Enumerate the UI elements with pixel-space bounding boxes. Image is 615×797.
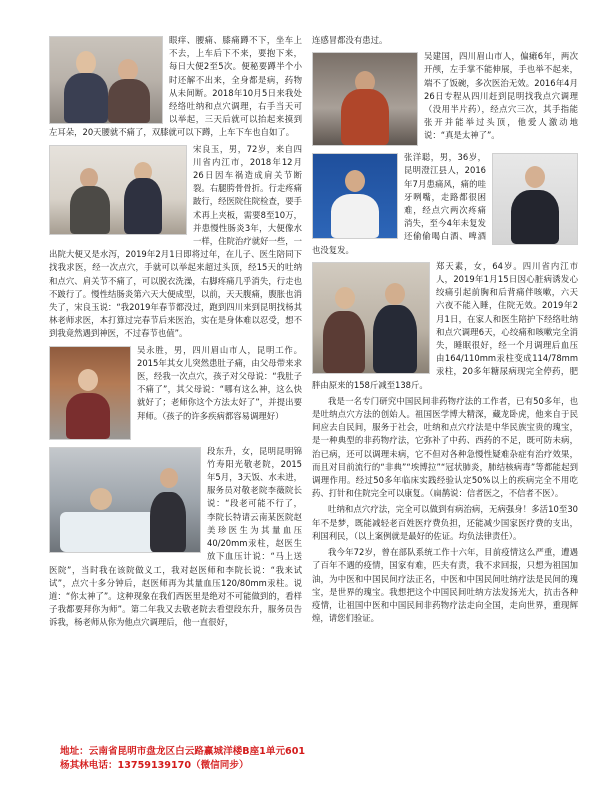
case-2-photo xyxy=(49,145,187,235)
case-1-end-paragraph xyxy=(312,34,578,47)
address-line: 地址：云南省昆明市盘龙区白云路赢城洋楼B座1单元601 xyxy=(60,746,306,757)
case-5-paragraph xyxy=(312,50,578,148)
case-2-text: 宋良玉，男，72岁，来自四川省内江市，2018年12月26日因车祸造成肩关节断裂。右腿胯骨骨折。行走疼痛跛行，经医院住院检查，要手术再上夹板，需要8至10万，并患慢性肠炎3年，大便像水一样，住院治疗就好一些，一出院大便又是水泻，2019年2月1日即将过年，在儿子、医生陪同下找我求医，经一次点穴，手就可以举起来超过头顶，经15天的吐纳和点穴、肩关节不痛了，可以脱衣洗澡，右脚疼痛几乎消失，行走也不跛行了。慢性结肠炎第六天大便成型，以前，天天腹痛，腹胀也消失了，宋良玉说：“我2019年春节都没过，跑到四川来到昆明找杨其林老师求医，本打算过完春节后来医治，实在是身体难以忍受，想不到我竟然遇到神医，不过春节也值”。 xyxy=(49,143,302,339)
case-4-text: 段东升，女，昆明昆明锦竹寿阳光敬老院，2015年5月，3天饭、水未进，服务员对敬老院李薇院长说：“段老可能不行了，李院长特请云南某医院赵美珍医生为其量血压40/20mm汞柱，赵医生放下血压计说：“马上送医院”，当时我在该院做义工，我对赵医师和李院长说：“我来试试”，点穴十多分钟后，赵医师再为其量血压120/80mm汞柱。说道：“你太神了”。这种现象在我们西医里是绝对不可能做到的，看样子我都要拜你为师”。第二年我又去敬老院去看望段东升，服务员告诉我，杨老师从你为他点穴调理后，他一直很好， xyxy=(49,445,302,628)
case-4-photo xyxy=(49,447,201,553)
case-5-photo xyxy=(312,52,418,146)
patient-figure xyxy=(70,186,110,234)
man-figure xyxy=(373,305,417,373)
case-3-text: 吴永胜，男，四川眉山市人，昆明工作。2015年其女儿突然患肚子痛，由父母带来求医，经我一次点穴，孩子对父母说：“我肚子不痛了”，其父母说：“哪有这么神，这么快就好了；老师你这个方法太好了”，并提出要拜师。（孩子的许多疾病都容易调理好） xyxy=(137,344,302,421)
man-figure xyxy=(331,194,379,238)
case-3-photo xyxy=(49,346,131,440)
woman-figure xyxy=(108,79,150,123)
case-7-paragraph xyxy=(312,260,578,392)
intro-paragraph xyxy=(312,395,578,501)
helper-head xyxy=(160,468,178,488)
case-7-text: 郑天素，女，64岁。四川省内江市人，2019年1月15日因心脏病诱发心绞痛引起前胸和后背痛伴咳嗽，六天六夜不能入睡，住院无效。2019年2月1日，在家人和医生陪护下经络吐纳和点穴调理6天，心绞痛和咳嗽完全消失，睡眠很好，经一个月调理后血压由164/110mm汞柱变成114/78mm汞柱，20多年糖尿病现完全停药，肥胖由原来的158斤减至138斤。 xyxy=(312,260,578,390)
case-5-text: 吴建国，四川眉山市人，偏瘫6年，两次开颅，左手掌不能伸展，手也举不起来，端不了饭碗，多次医治无效。2016年4月26日专程从四川赶到昆明找我点穴调理（没用半片药），经点穴三次，其手指能张开并能举过头顶，他爱人激动地说：“真是太神了”。 xyxy=(424,51,578,141)
case-3-paragraph xyxy=(49,344,302,442)
case-6-text: 张洋聪，男，36岁，昆明澄江县人，2016年7月患痛风，痛的哇牙咧嘴，走路都很困难，经点穴两次疼痛消失，至今4年未复发还偷偷喝白酒、啤酒也没复发。 xyxy=(312,152,486,255)
mission-text: 吐纳和点穴疗法，完全可以做到有病治病，无病强身！多活10至30年不是梦，既能减轻老百姓医疗费负担，还能减少国家医疗费的支出，利国利民，（以上案例就是最好的佐证。均负法律责任）。 xyxy=(312,504,578,541)
case-7-photo xyxy=(312,262,430,374)
woman-figure xyxy=(323,311,365,373)
closing-paragraph xyxy=(312,546,578,625)
intro-text: 我是一名专门研究中国民间非药物疗法的工作者，已有50多年，也是吐纳点穴方法的创始人。祖国医学博大精深，藏龙卧虎，他来自于民间应去自民间，服务于社会，吐纳和点穴疗法是中华民族宝贵的瑰宝，是一种典型的非药物疗法，它弥补了中药、西药的不足，既可防未病，治已病，还可以调理未病，它不但对各种急慢性疑难杂症有治疗效果，而且对目前流行的“非典”“埃博拉”“冠状肺炎，肺结核病毒”等都能起到调理作用。经过50多年临床实践经验认定50%以上的疾病完全不用吃药、打针和住院完全可以康复。（扁鹊说：信者医之，不信者不医）。 xyxy=(312,395,578,499)
man-head xyxy=(525,166,545,188)
man-head xyxy=(76,51,96,75)
woman-head xyxy=(335,287,355,309)
case-1-photo xyxy=(49,36,163,124)
case-6-photo-2 xyxy=(312,153,398,239)
man-figure xyxy=(511,190,559,244)
contact-footer xyxy=(60,745,580,773)
case-6-photo xyxy=(492,153,578,245)
case-1-end-text: 连感冒都没有患过。 xyxy=(312,35,388,45)
child-figure xyxy=(66,393,110,439)
man-head xyxy=(385,283,405,305)
child-head xyxy=(78,369,98,391)
closing-text: 我今年72岁，曾在部队系统工作十六年，目前疫情这么严重，遭遇了百年不遇的疫情，国家有难，匹夫有责，我不求回报，只想为祖国加油，为中医和中国民间疗法正名，中医和中国民间吐纳疗法是民间的瑰宝，是世界的瑰宝。我想把这个中国民间吐纳方法发扬光大，抗击各种疫情，让祖国中医和中国民间非药物疗法走向全国，走向世界，重现辉煌，请您们验证。 xyxy=(312,547,578,624)
mission-paragraph xyxy=(312,503,578,543)
case-2-paragraph xyxy=(49,143,302,341)
woman-head xyxy=(118,59,138,81)
doctor-figure xyxy=(124,178,162,234)
man-head xyxy=(345,170,365,192)
case-6-paragraph xyxy=(312,151,578,257)
case-1-paragraph xyxy=(49,34,302,140)
right-column xyxy=(312,34,578,625)
helper-figure xyxy=(150,492,186,552)
elderly-head xyxy=(90,488,112,510)
patient-head xyxy=(80,168,98,188)
phone-line: 杨其林电话：13759139170（微信同步） xyxy=(60,760,249,771)
man-figure xyxy=(64,73,108,123)
case-1-text: 眼痒、腰痛、膝痛蹲不下，坐车上不去，上车后下不来，要抱下来，每日大便2至5次。便秘要蹲半个小时还解不出来，全身都是病，药物从未间断。2018年10月5日来我处经络吐纳和点穴调理，右手当天可以举起，三天后就可以抬起来摸到左耳朵，20天腰就不痛了，双膝就可以下蹲，上车下车也自如了。 xyxy=(49,35,302,138)
man-figure xyxy=(341,89,389,145)
left-column xyxy=(49,34,302,630)
case-4-paragraph xyxy=(49,445,302,630)
